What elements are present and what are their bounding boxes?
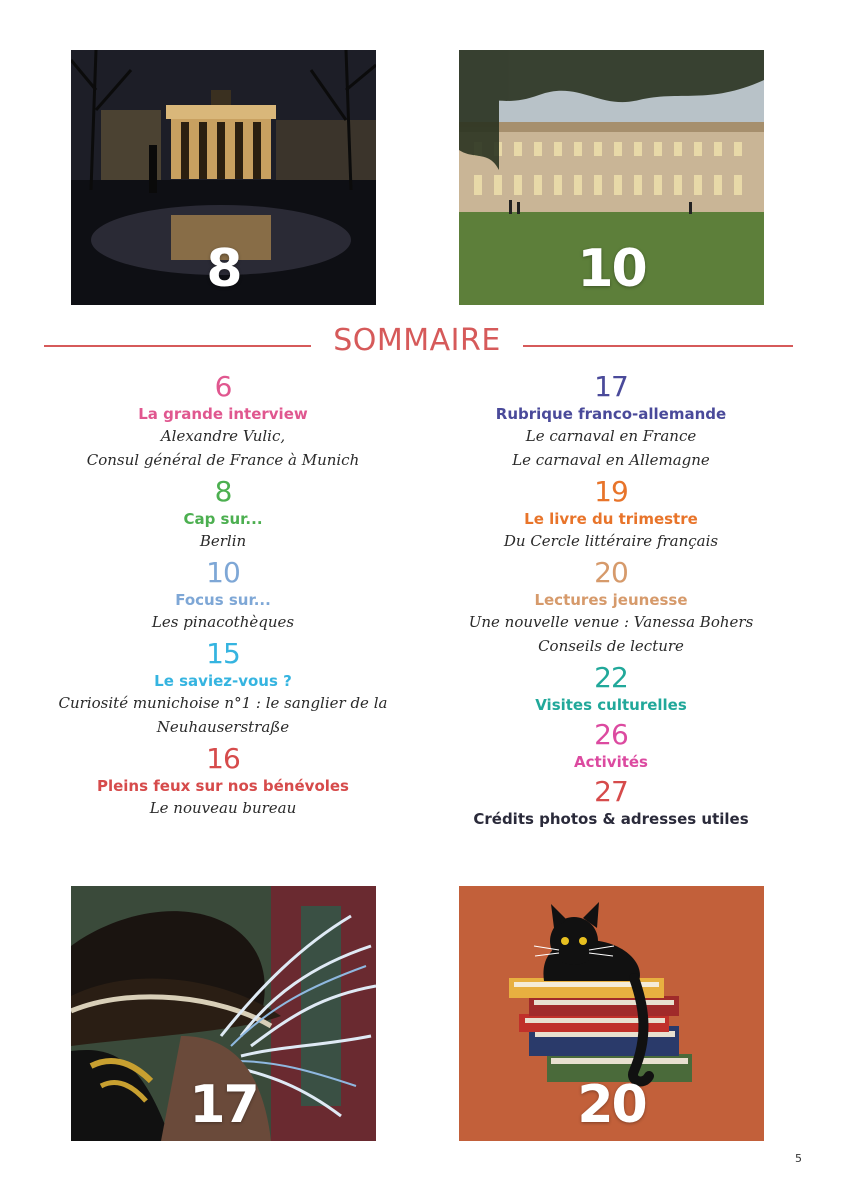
toc-entry-subtitle: Berlin xyxy=(199,532,247,550)
photo-carnival-hat xyxy=(71,886,376,1141)
title-rule-right xyxy=(523,345,793,347)
toc-entry-number: 8 xyxy=(214,475,232,508)
toc-entry-title: Focus sur... xyxy=(175,591,271,609)
toc-entry-title: Activités xyxy=(573,753,648,771)
toc-entry-number: 19 xyxy=(594,475,628,508)
toc-entry-subtitle: Une nouvelle venue : Vanessa Bohers xyxy=(468,613,754,631)
toc-entry-subtitle: Du Cercle littéraire français xyxy=(503,532,719,550)
toc-entry-subtitle: Le carnaval en Allemagne xyxy=(512,451,710,469)
toc-title: SOMMAIRE xyxy=(333,323,501,358)
toc-entry-number: 20 xyxy=(594,556,628,589)
toc-entry[interactable] xyxy=(441,718,781,772)
toc-entry-title: Crédits photos & adresses utiles xyxy=(473,810,749,828)
toc-entry-subtitle: Neuhauserstraße xyxy=(156,718,290,736)
toc-entry-title: Lectures jeunesse xyxy=(534,591,688,609)
toc-entry[interactable] xyxy=(53,475,393,553)
toc-entry-title: Le livre du trimestre xyxy=(524,510,698,528)
toc-entry-title: Visites culturelles xyxy=(535,696,687,714)
toc-entry-number: 15 xyxy=(206,637,240,670)
toc-entry-subtitle: Curiosité munichoise n°1 : le sanglier de la xyxy=(58,694,388,712)
toc-entry-title: Rubrique franco-allemande xyxy=(495,405,727,423)
toc-entry[interactable] xyxy=(53,370,393,472)
toc-entry-title: Le saviez-vous ? xyxy=(154,672,292,690)
toc-entry-number: 26 xyxy=(594,718,628,751)
title-rule-left xyxy=(44,345,311,347)
toc-entry[interactable] xyxy=(53,637,393,739)
photo-page-number: 10 xyxy=(577,239,646,299)
toc-entry-subtitle: Consul général de France à Munich xyxy=(86,451,360,469)
toc-entry[interactable] xyxy=(441,370,781,472)
toc-entry[interactable] xyxy=(53,556,393,634)
toc-entry-number: 22 xyxy=(594,661,628,694)
toc-entry-subtitle: Le carnaval en France xyxy=(525,427,697,445)
toc-entry[interactable] xyxy=(53,742,393,820)
toc-entry-number: 10 xyxy=(206,556,240,589)
toc-entry-number: 17 xyxy=(594,370,628,403)
photo-pinakothek xyxy=(459,50,764,305)
toc-entry-subtitle: Conseils de lecture xyxy=(538,637,684,655)
toc-entry[interactable] xyxy=(441,556,781,658)
toc-entry[interactable] xyxy=(441,661,781,715)
photo-cat-on-books xyxy=(459,886,764,1141)
toc-entry-number: 16 xyxy=(206,742,240,775)
photo-page-number: 20 xyxy=(577,1075,646,1135)
photo-page-number: 8 xyxy=(206,239,241,299)
toc-entry-subtitle: Les pinacothèques xyxy=(151,613,295,631)
toc-entry-number: 6 xyxy=(214,370,232,403)
toc-column-right xyxy=(441,370,781,832)
page-number: 5 xyxy=(795,1152,802,1165)
toc-column-left xyxy=(53,370,393,823)
toc-entry-title: La grande interview xyxy=(138,405,308,423)
photo-brandenburg-gate xyxy=(71,50,376,305)
photo-page-number: 17 xyxy=(189,1075,258,1135)
toc-entry-subtitle: Le nouveau bureau xyxy=(149,799,297,817)
toc-entry-number: 27 xyxy=(594,775,628,808)
toc-entry[interactable] xyxy=(441,475,781,553)
toc-entry-title: Cap sur... xyxy=(183,510,263,528)
toc-entry[interactable] xyxy=(441,775,781,829)
toc-entry-title: Pleins feux sur nos bénévoles xyxy=(96,777,349,795)
toc-entry-subtitle: Alexandre Vulic, xyxy=(160,427,286,445)
